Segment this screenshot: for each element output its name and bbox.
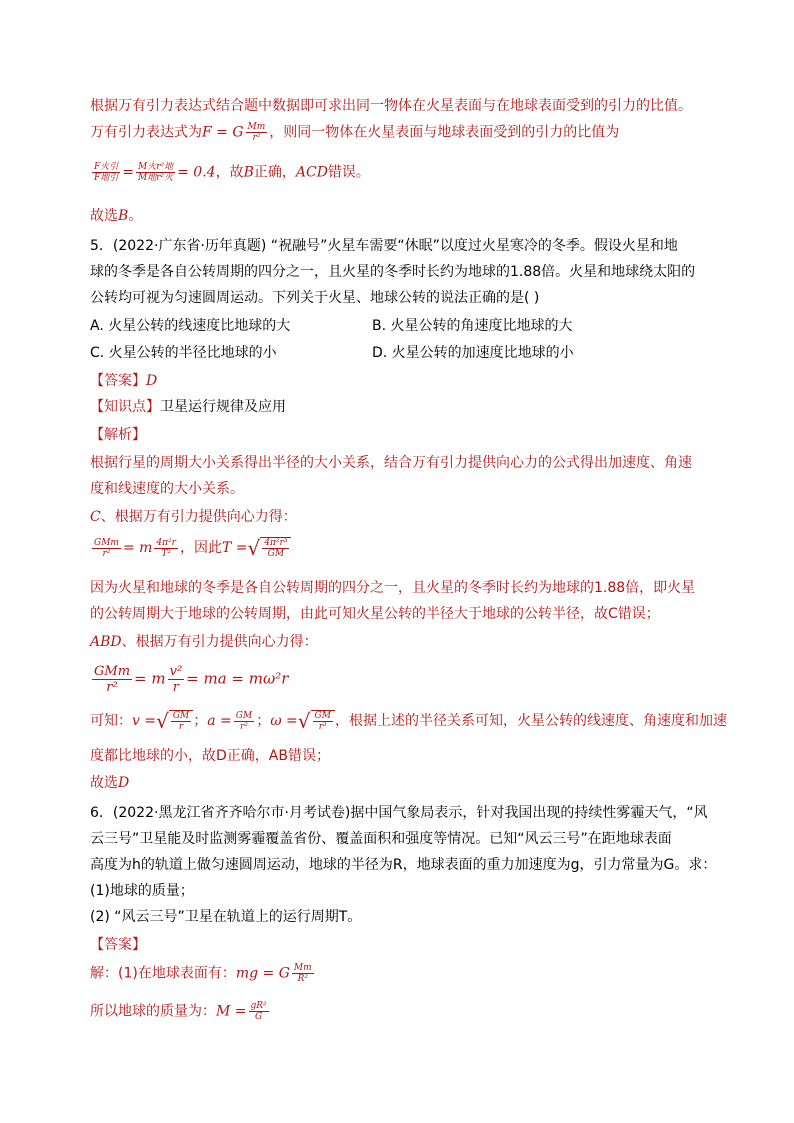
q6-part-1: (1)地球的质量； <box>90 883 194 899</box>
prev-analysis-line-2: 万有引力表达式为F = G $\frac{Mm}{\text{r²}}$ ，则同一物体在火星表面与地球表面受到的引力的比值为 <box>90 122 620 143</box>
q5-choice: 故选D <box>90 775 130 791</box>
q5-conclusion-line-1: 可知：v =√ $\frac{GM}{r}$ ；a = $\frac{GM}{\text{r²}}$ ；ω =√ $\frac{GM}{\text{r³}}$ ，根据上述的半径关系可知，火星公转的线速度、角速度和加速 <box>90 709 727 733</box>
q5-c-line: C、根据万有引力提供向心力得： <box>90 509 297 525</box>
q5-stem-line-1: 5．(2022·广东省·历年真题) “祝融号”火星车需要“休眠”以度过火星寒冷的冬季。假设火星和地 <box>90 238 678 254</box>
q5-stem-line-2: 球的冬季是各自公转周期的四分之一，且火星的冬季时长约为地球的1.88倍。火星和地球绕太阳的 <box>90 264 696 280</box>
force-ratio-fraction: $\frac{\text{F火引}}{\text{F地引}}$ <box>94 162 119 183</box>
q5-option-b: B. 火星公转的角速度比地球的大 <box>372 318 573 334</box>
q6-answer-label: 【答案】 <box>90 937 146 953</box>
q5-formula-2: $\frac{\text{GMm}}{\text{r²}}$ = m $\frac{\text{v²}}{r}$ = ma = mω²r <box>94 664 289 695</box>
answer-label: 【答案】 <box>90 373 146 389</box>
q5-option-c: C. 火星公转的半径比地球的小 <box>90 345 277 361</box>
q5-option-a: A. 火星公转的线速度比地球的大 <box>90 318 291 334</box>
q6-stem-line-1: 6．(2022·黑龙江省齐齐哈尔市·月考试卷)据中国气象局表示，针对我国出现的持续性雾霾天气，“风 <box>90 805 708 821</box>
q5-conclusion-line-2: 度都比地球的小，故D正确，AB错误； <box>90 748 330 764</box>
q5-option-d: D. 火星公转的加速度比地球的小 <box>372 345 574 361</box>
answer-value: D <box>146 373 158 389</box>
q5-abd-line: ABD、根据万有引力提供向心力得： <box>90 634 318 650</box>
q5-answer <box>90 371 710 391</box>
q5-analysis-line-1: 根据行星的周期大小关系得出半径的大小关系，结合万有引力提供向心力的公式得出加速度、角速 <box>90 455 692 471</box>
q5-analysis-line-2: 度和线速度的大小关系。 <box>90 481 244 497</box>
prev-analysis-line-1: 根据万有引力表达式结合题中数据即可求出同一物体在火星表面与在地球表面受到的引力的比值。 <box>90 98 692 114</box>
q6-solution-line-2: 所以地球的质量为：M = $\frac{\text{gR²}}{G}$ <box>90 1001 267 1022</box>
q5-knowledge-point: 【知识点】卫星运行规律及应用 <box>90 399 286 415</box>
q6-stem-line-2: 云三号”卫星能及时监测雾霾覆盖省份、覆盖面积和强度等情况。已知“风云三号”在距地球表面 <box>90 831 672 847</box>
prev-choice-line: 故选B。 <box>90 208 143 224</box>
q5-formula-1: $\frac{\text{GMm}}{\text{r²}}$ = m $\frac{\text{4π²r}}{\text{T²}}$ ，因此T =√ $\frac{\text{4π²r³}}{GM}$ <box>90 537 710 571</box>
gravity-fraction: $\frac{Mm}{\text{r²}}$ <box>247 122 266 143</box>
q6-part-2: (2) “风云三号”卫星在轨道上的运行周期T。 <box>90 909 362 925</box>
q6-solution-line-1: 解：(1)在地球表面有：mg = G $\frac{Mm}{\text{R²}}$ <box>90 963 312 984</box>
q5-para-line-2: 的公转周期大于地球的公转周期，由此可知火星公转的半径大于地球的公转半径，故C错误； <box>90 606 660 622</box>
prev-analysis-line-3: $\frac{\text{F火引}}{\text{F地引}}$ = $\frac{\text{M火r²地}}{\text{M地r²火}}$ = 0.4，故B正确，ACD错误。 <box>94 162 370 183</box>
mass-ratio-fraction: $\frac{\text{M火r²地}}{\text{M地r²火}}$ <box>137 162 174 183</box>
q5-analysis-label: 【解析】 <box>90 427 146 443</box>
q5-para-line-1: 因为火星和地球的冬季是各自公转周期的四分之一，且火星的冬季时长约为地球的1.88倍，即火星 <box>90 580 696 596</box>
sqrt-period: √ $\frac{\text{4π²r³}}{GM}$ <box>248 537 292 559</box>
q6-stem-line-3: 高度为h的轨道上做匀速圆周运动，地球的半径为R，地球表面的重力加速度为g，引力常量为G。求： <box>90 857 717 873</box>
q5-stem-line-3: 公转均可视为匀速圆周运动。下列关于火星、地球公转的说法正确的是( ) <box>90 290 540 306</box>
